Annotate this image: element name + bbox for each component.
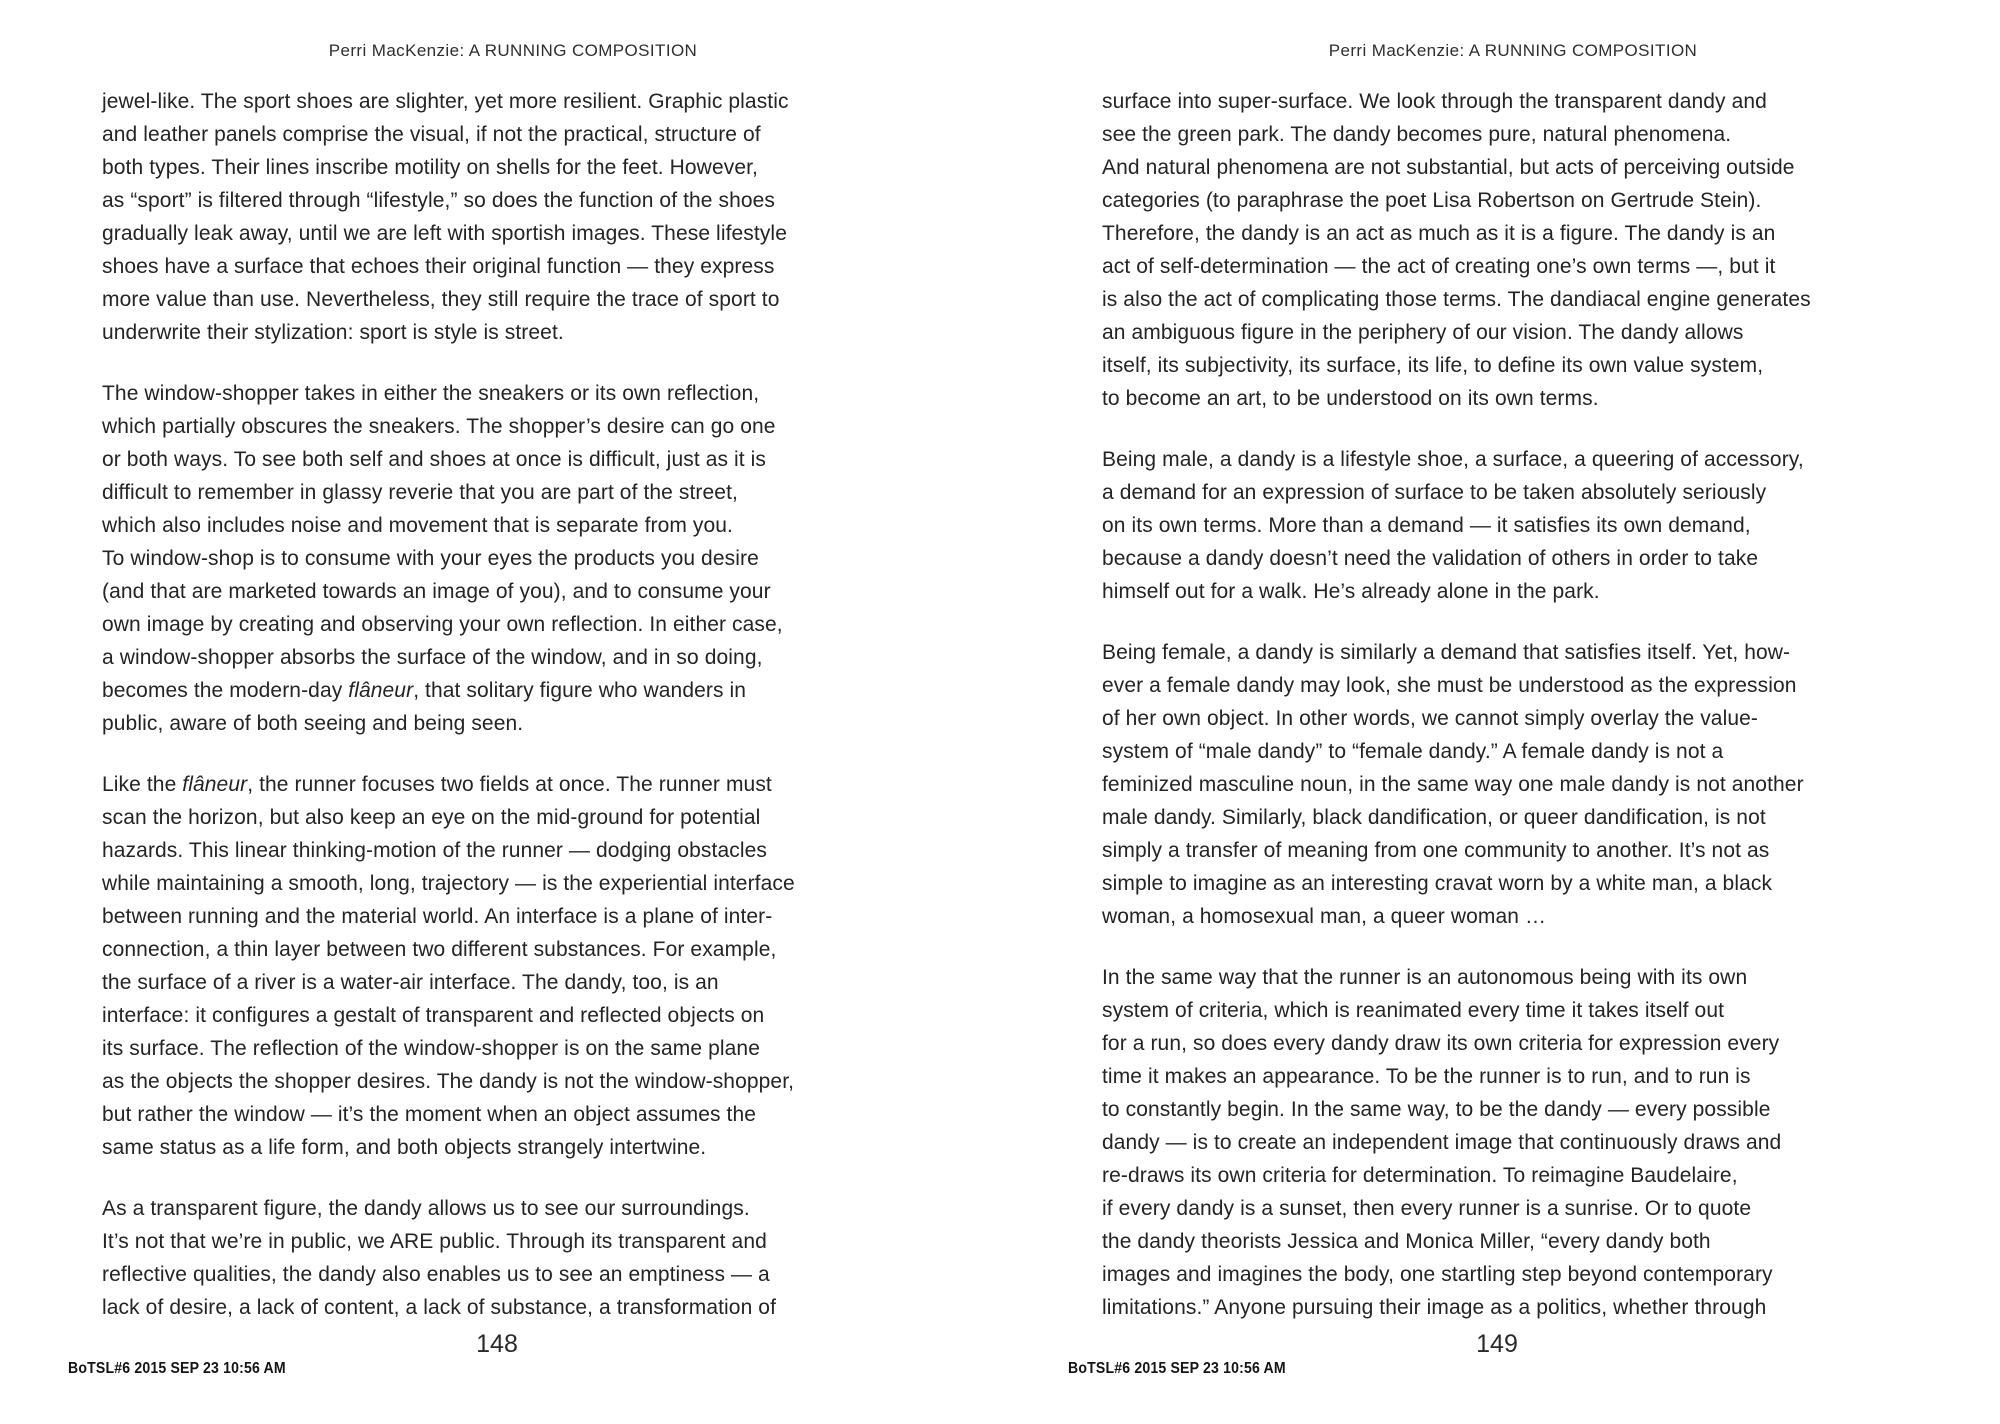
paragraph [1102, 636, 1924, 933]
text-line: a demand for an expression of surface to be taken absolutely seriously [1102, 481, 1767, 504]
text-line: on its own terms. More than a demand — it satisfies its own demand, [1102, 514, 1751, 537]
text-line: which partially obscures the sneakers. The shopper’s desire can go one [102, 415, 776, 438]
text-line: hazards. This linear thinking-motion of the runner — dodging obstacles [102, 839, 767, 862]
running-header: Perri MacKenzie: A RUNNING COMPOSITION [1328, 41, 1698, 60]
text-line: simple to imagine as an interesting cravat worn by a white man, a black [1102, 872, 1773, 895]
text-line: an ambiguous figure in the periphery of our vision. The dandy allows [1102, 321, 1744, 344]
text-line: the dandy theorists Jessica and Monica Miller, “every dandy both [1102, 1230, 1711, 1253]
text-line: if every dandy is a sunset, then every runner is a sunrise. Or to quote [1102, 1197, 1752, 1220]
text-line: itself, its subjectivity, its surface, its life, to define its own value system, [1102, 354, 1764, 377]
text-line: system of “male dandy” to “female dandy.” A female dandy is not a [1102, 740, 1724, 763]
text-line: of her own object. In other words, we cannot simply overlay the value- [1102, 707, 1758, 730]
page-right [1000, 0, 2000, 1424]
page-body-text [102, 85, 924, 1352]
text-line: underwrite their stylization: sport is style is street. [102, 321, 564, 344]
text-line: between running and the material world. An interface is a plane of inter- [102, 905, 773, 928]
text-line: dandy — is to create an independent image that continuously draws and [1102, 1131, 1782, 1154]
text-line: shoes have a surface that echoes their original function — they express [102, 255, 775, 278]
text-line: lack of desire, a lack of content, a lack of substance, a transformation of [102, 1296, 777, 1319]
text-line: connection, a thin layer between two different substances. For example, [102, 938, 777, 961]
text-line: as “sport” is filtered through “lifestyle,” so does the function of the shoes [102, 189, 776, 212]
text-line: and leather panels comprise the visual, if not the practical, structure of [102, 123, 761, 146]
paragraph [102, 768, 924, 1164]
text-line: both types. Their lines inscribe motility on shells for the feet. However, [102, 156, 758, 179]
text-line: to become an art, to be understood on its own terms. [1102, 387, 1599, 410]
text-line: because a dandy doesn’t need the validation of others in order to take [1102, 547, 1759, 570]
paragraph [102, 1192, 924, 1324]
text-line: surface into super-surface. We look through the transparent dandy and [1102, 90, 1767, 113]
text-line: Therefore, the dandy is an act as much as it is a figure. The dandy is an [1102, 222, 1776, 245]
text-line: And natural phenomena are not substantial, but acts of perceiving outside [1102, 156, 1795, 179]
text-line: woman, a homosexual man, a queer woman … [1102, 905, 1547, 928]
text-line: feminized masculine noun, in the same way one male dandy is not another [1102, 773, 1804, 796]
text-line: the surface of a river is a water-air interface. The dandy, too, is an [102, 971, 719, 994]
text-line: as the objects the shopper desires. The dandy is not the window-shopper, [102, 1070, 795, 1093]
text-line: re-draws its own criteria for determination. To reimagine Baudelaire, [1102, 1164, 1738, 1187]
text-line: while maintaining a smooth, long, trajectory — is the experiential interface [102, 872, 795, 895]
text-line: time it makes an appearance. To be the runner is to run, and to run is [1102, 1065, 1751, 1088]
text-line: which also includes noise and movement that is separate from you. [102, 514, 733, 537]
text-line: It’s not that we’re in public, we ARE public. Through its transparent and [102, 1230, 767, 1253]
text-line: (and that are marketed towards an image of you), and to consume your [102, 580, 771, 603]
text-line: difficult to remember in glassy reverie that you are part of the street, [102, 481, 738, 504]
text-line: or both ways. To see both self and shoes at once is difficult, just as it is [102, 448, 767, 471]
text-line: images and imagines the body, one startling step beyond contemporary [1102, 1263, 1773, 1286]
text-line: himself out for a walk. He’s already alone in the park. [1102, 580, 1600, 603]
print-timestamp: BoTSL#6 2015 SEP 23 10:56 AM [68, 1360, 286, 1377]
text-line: Being female, a dandy is similarly a demand that satisfies itself. Yet, how- [1102, 641, 1791, 664]
text-line: To window-shop is to consume with your eyes the products you desire [102, 547, 759, 570]
print-timestamp: BoTSL#6 2015 SEP 23 10:56 AM [1068, 1360, 1286, 1377]
text-line: a window-shopper absorbs the surface of the window, and in so doing, [102, 646, 763, 669]
text-line: system of criteria, which is reanimated every time it takes itself out [1102, 999, 1725, 1022]
page-number: 148 [476, 1330, 518, 1358]
text-line: more value than use. Nevertheless, they still require the trace of sport to [102, 288, 780, 311]
text-line: scan the horizon, but also keep an eye on the mid-ground for potential [102, 806, 761, 829]
text-line: In the same way that the runner is an autonomous being with its own [1102, 966, 1748, 989]
text-line: is also the act of complicating those terms. The dandiacal engine generates [1102, 288, 1811, 311]
paragraph [1102, 443, 1924, 608]
text-line: becomes the modern-day flâneur, that solitary figure who wanders in [102, 679, 747, 702]
text-line: Like the flâneur, the runner focuses two fields at once. The runner must [102, 773, 772, 796]
text-line: The window-shopper takes in either the sneakers or its own reflection, [102, 382, 760, 405]
text-line: reflective qualities, the dandy also enables us to see an emptiness — a [102, 1263, 770, 1286]
text-line: categories (to paraphrase the poet Lisa Robertson on Gertrude Stein). [1102, 189, 1762, 212]
text-line: ever a female dandy may look, she must be understood as the expression [1102, 674, 1797, 697]
text-line: its surface. The reflection of the window-shopper is on the same plane [102, 1037, 760, 1060]
text-line: jewel-like. The sport shoes are slighter, yet more resilient. Graphic plastic [102, 90, 789, 113]
page-number: 149 [1476, 1330, 1518, 1358]
text-line: same status as a life form, and both objects strangely intertwine. [102, 1136, 707, 1159]
text-line: own image by creating and observing your own reflection. In either case, [102, 613, 783, 636]
text-line: simply a transfer of meaning from one community to another. It’s not as [1102, 839, 1770, 862]
text-line: gradually leak away, until we are left with sportish images. These lifestyle [102, 222, 787, 245]
text-line: see the green park. The dandy becomes pure, natural phenomena. [1102, 123, 1732, 146]
running-header: Perri MacKenzie: A RUNNING COMPOSITION [328, 41, 698, 60]
text-line: interface: it configures a gestalt of transparent and reflected objects on [102, 1004, 765, 1027]
page-body-text [1102, 85, 1924, 1352]
paragraph [1102, 961, 1924, 1324]
paragraph [102, 377, 924, 740]
text-line: limitations.” Anyone pursuing their image as a politics, whether through [1102, 1296, 1767, 1319]
paragraph [1102, 85, 1924, 415]
text-line: for a run, so does every dandy draw its own criteria for expression every [1102, 1032, 1780, 1055]
paragraph [102, 85, 924, 349]
text-line: act of self-determination — the act of creating one’s own terms —, but it [1102, 255, 1776, 278]
text-line: public, aware of both seeing and being seen. [102, 712, 524, 735]
text-line: to constantly begin. In the same way, to be the dandy — every possible [1102, 1098, 1771, 1121]
text-line: male dandy. Similarly, black dandification, or queer dandification, is not [1102, 806, 1766, 829]
text-line: Being male, a dandy is a lifestyle shoe, a surface, a queering of accessory, [1102, 448, 1804, 471]
text-line: but rather the window — it’s the moment when an object assumes the [102, 1103, 757, 1126]
text-line: As a transparent figure, the dandy allows us to see our surroundings. [102, 1197, 750, 1220]
